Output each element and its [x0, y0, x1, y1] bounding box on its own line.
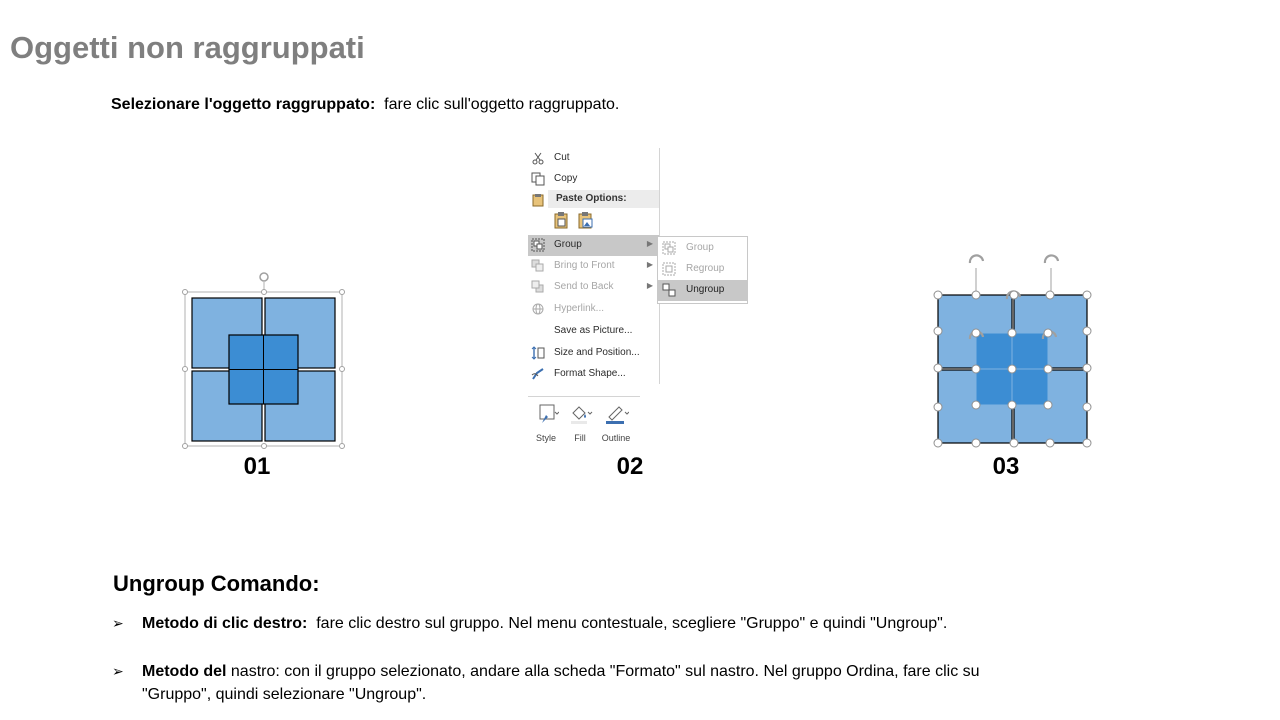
submenu-item-label: Regroup — [686, 263, 725, 274]
menu-item-label: Size and Position... — [554, 347, 640, 358]
toolbar-fill-button[interactable] — [563, 403, 597, 443]
ungroup-heading: Ungroup Comando: — [113, 571, 320, 596]
menu-item-group[interactable] — [528, 235, 659, 256]
toolbar-label: Fill — [574, 433, 586, 443]
menu-item-size-and-position[interactable] — [528, 343, 659, 364]
menu-item-format-shape[interactable] — [528, 364, 659, 385]
group-icon — [662, 241, 676, 255]
scissors-icon — [531, 151, 545, 165]
intro-text: fare clic sull'oggetto raggruppato. — [384, 96, 620, 113]
toolbar-label: Outline — [601, 433, 631, 443]
menu-item-label: Format Shape... — [554, 368, 626, 379]
group-submenu — [657, 236, 748, 304]
submenu-item-ungroup[interactable] — [658, 280, 747, 301]
rotate-handle-icon — [260, 273, 268, 281]
paste-options-header: Paste Options: — [548, 190, 659, 208]
ungroup-icon — [662, 283, 676, 297]
bring-front-icon — [531, 259, 545, 273]
arrow-bullet-icon: ➢ — [112, 615, 124, 631]
bullet-text: nastro: con il gruppo selezionato, andare alla scheda "Formato" sul nastro. Nel gruppo Ordina, fare clic su "Gruppo", quindi selezionare "Ungroup". — [142, 663, 980, 703]
toolbar-label: Style — [535, 433, 556, 443]
step-number-01: 01 — [243, 453, 271, 480]
intro-line — [111, 96, 619, 114]
hyperlink-icon — [531, 302, 545, 316]
ungrouped-objects-illustration — [928, 246, 1098, 454]
menu-item-label: Cut — [554, 152, 570, 163]
menu-item-label: Copy — [554, 173, 578, 184]
menu-item-bring-to-front[interactable] — [528, 256, 659, 277]
submenu-item-group[interactable] — [658, 238, 747, 259]
step-number-03: 03 — [992, 453, 1020, 480]
menu-item-label: Group — [554, 239, 582, 250]
toolbar-style-button[interactable] — [529, 403, 563, 443]
menu-item-cut[interactable] — [528, 148, 659, 169]
grouped-object-illustration — [176, 268, 354, 454]
regroup-icon — [662, 262, 676, 276]
menu-item-label: Hyperlink... — [554, 303, 605, 314]
step-number-02: 02 — [616, 453, 644, 480]
menu-item-copy[interactable] — [528, 169, 659, 190]
group-icon — [531, 238, 545, 252]
paste-picture-icon[interactable] — [578, 212, 594, 230]
fill-bucket-icon — [567, 403, 593, 425]
copy-icon — [531, 172, 545, 186]
rotate-handle-icon — [1045, 255, 1058, 295]
outline-pen-icon — [603, 403, 629, 425]
size-position-icon — [531, 346, 545, 360]
mini-toolbar — [528, 396, 640, 445]
bullet-text: fare clic destro sul gruppo. Nel menu contestuale, scegliere "Gruppo" e quindi "Ungroup". — [316, 615, 948, 632]
format-shape-icon — [531, 367, 545, 381]
paste-keep-source-icon[interactable] — [554, 212, 570, 230]
menu-item-hyperlink[interactable] — [528, 299, 659, 320]
rotate-handle-icon — [970, 255, 983, 295]
context-menu — [528, 148, 660, 384]
menu-item-send-to-back[interactable] — [528, 277, 659, 298]
menu-item-save-as-picture[interactable] — [528, 321, 659, 342]
page-title: Oggetti non raggruppati — [10, 30, 365, 65]
bullet-label: Metodo di clic destro: — [142, 615, 308, 632]
intro-label: Selezionare l'oggetto raggruppato: — [111, 96, 376, 113]
clipboard-icon — [531, 193, 545, 207]
submenu-arrow-icon: ▶ — [646, 260, 653, 269]
submenu-arrow-icon: ▶ — [646, 239, 653, 248]
submenu-item-label: Group — [686, 242, 714, 253]
send-back-icon — [531, 280, 545, 294]
submenu-item-regroup[interactable] — [658, 259, 747, 280]
bullet-label: Metodo del — [142, 663, 227, 680]
menu-item-label: Send to Back — [554, 281, 614, 292]
toolbar-outline-button[interactable] — [599, 403, 633, 443]
menu-item-label: Bring to Front — [554, 260, 615, 271]
submenu-arrow-icon: ▶ — [646, 281, 653, 290]
style-icon — [533, 403, 559, 425]
arrow-bullet-icon: ➢ — [112, 663, 124, 679]
submenu-item-label: Ungroup — [686, 284, 725, 295]
menu-item-label: Save as Picture... — [554, 325, 633, 336]
